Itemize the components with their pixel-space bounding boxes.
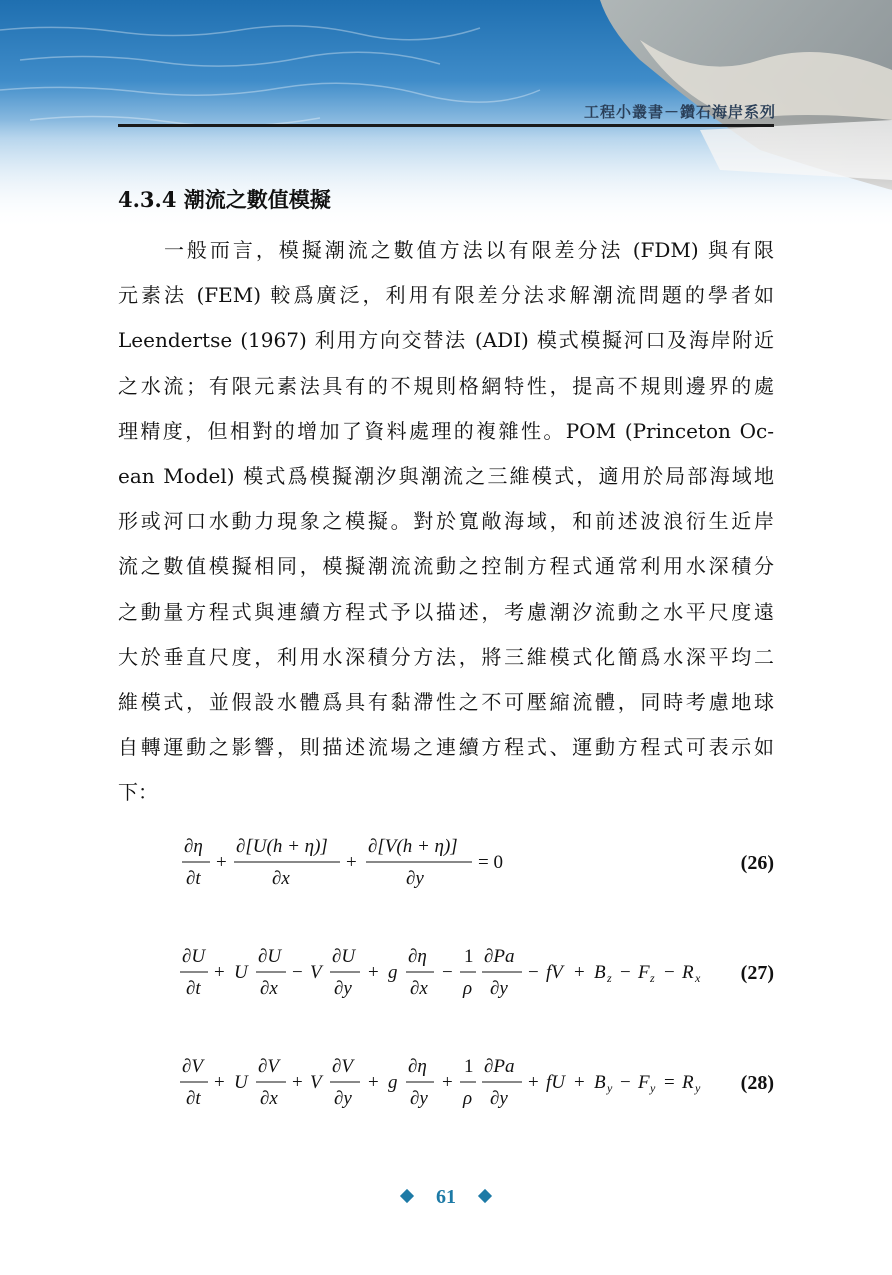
svg-text:ρ: ρ	[463, 978, 473, 999]
svg-text:V: V	[310, 962, 322, 983]
svg-text:∂x: ∂x	[272, 868, 290, 889]
equation-28-formula	[180, 1052, 720, 1112]
diamond-icon	[400, 1189, 414, 1203]
svg-text:−: −	[620, 1072, 631, 1093]
svg-text:∂y: ∂y	[334, 1088, 352, 1109]
body-line: 大於垂直尺度，利用水深積分方法，將三維模式化簡爲水深平均二	[118, 644, 774, 669]
body-line: 之水流；有限元素法具有的不規則格網特性，提高不規則邊界的處	[118, 373, 774, 398]
svg-text:B: B	[594, 962, 606, 983]
svg-text:−: −	[528, 962, 539, 983]
svg-text:=: =	[664, 1072, 675, 1093]
svg-text:ρ: ρ	[463, 1088, 473, 1109]
body-line: ean Model) 模式爲模擬潮汐與潮流之三維模式，適用於局部海域地	[118, 463, 774, 488]
svg-text:+: +	[368, 1072, 379, 1093]
svg-text:∂V: ∂V	[258, 1056, 279, 1077]
svg-text:+: +	[346, 852, 357, 873]
equation-26-formula	[180, 832, 600, 892]
svg-text:−: −	[292, 962, 303, 983]
svg-text:1: 1	[464, 1056, 474, 1077]
svg-text:z: z	[607, 971, 612, 985]
equation-26	[180, 832, 774, 892]
equation-number: (28)	[740, 1072, 774, 1094]
body-line: 形或河口水動力現象之模擬。對於寬敞海域，和前述波浪衍生近岸	[118, 509, 774, 534]
svg-text:U: U	[234, 962, 248, 983]
svg-text:U: U	[234, 1072, 248, 1093]
svg-text:fU: fU	[546, 1072, 565, 1093]
svg-text:∂V: ∂V	[182, 1056, 203, 1077]
section-title: 4.3.4 潮流之數值模擬	[118, 187, 331, 212]
svg-text:−: −	[664, 962, 675, 983]
equation-27-formula	[180, 942, 720, 1002]
svg-text:y: y	[607, 1081, 613, 1095]
body-line: Leendertse (1967) 利用方向交替法 (ADI) 模式模擬河口及海岸附近	[118, 328, 774, 353]
body-paragraph	[118, 228, 774, 815]
svg-text:+: +	[442, 1072, 453, 1093]
equation-27	[180, 942, 774, 1002]
svg-text:∂U: ∂U	[258, 946, 282, 967]
svg-text:∂y: ∂y	[406, 868, 424, 889]
svg-text:V: V	[310, 1072, 322, 1093]
svg-text:∂U: ∂U	[332, 946, 356, 967]
header-rule	[118, 124, 774, 127]
svg-text:∂U: ∂U	[182, 946, 206, 967]
series-title: 工程小叢書－鑽石海岸系列	[583, 103, 776, 121]
svg-text:∂Pa: ∂Pa	[484, 1056, 515, 1077]
equation-number: (27)	[740, 962, 774, 984]
svg-text:x: x	[695, 971, 701, 985]
svg-text:+: +	[214, 962, 225, 983]
svg-text:∂y: ∂y	[334, 978, 352, 999]
svg-text:+: +	[214, 1072, 225, 1093]
svg-text:z: z	[650, 971, 655, 985]
equation-28	[180, 1052, 774, 1112]
svg-text:g: g	[388, 1072, 398, 1093]
svg-text:F: F	[638, 962, 650, 983]
svg-text:∂[V(h + η)]: ∂[V(h + η)]	[368, 836, 458, 857]
svg-text:F: F	[638, 1072, 650, 1093]
diamond-icon	[478, 1189, 492, 1203]
body-line: 一般而言，模擬潮流之數值方法以有限差分法 (FDM) 與有限	[118, 238, 774, 262]
svg-text:∂y: ∂y	[410, 1088, 428, 1109]
svg-text:∂η: ∂η	[408, 1056, 427, 1077]
svg-text:+: +	[574, 962, 585, 983]
svg-text:+: +	[216, 852, 227, 873]
page-footer	[0, 1186, 892, 1209]
svg-text:∂t: ∂t	[186, 868, 201, 889]
svg-text:+: +	[528, 1072, 539, 1093]
page-number: 61	[436, 1186, 456, 1208]
svg-text:R: R	[682, 962, 694, 983]
body-line: 下：	[118, 780, 158, 805]
equation-number: (26)	[740, 852, 774, 874]
body-line: 自轉運動之影響，則描述流場之連續方程式、運動方程式可表示如	[118, 735, 774, 760]
svg-text:∂Pa: ∂Pa	[484, 946, 515, 967]
svg-text:∂η: ∂η	[184, 836, 203, 857]
body-line: 元素法 (FEM) 較爲廣泛，利用有限差分法求解潮流問題的學者如	[118, 283, 774, 308]
svg-text:1: 1	[464, 946, 474, 967]
svg-text:fV: fV	[546, 962, 563, 983]
svg-text:∂y: ∂y	[490, 978, 508, 999]
svg-text:∂[U(h + η)]: ∂[U(h + η)]	[236, 836, 328, 857]
svg-text:+: +	[368, 962, 379, 983]
svg-text:g: g	[388, 962, 398, 983]
svg-text:= 0: = 0	[478, 852, 503, 873]
svg-text:∂t: ∂t	[186, 978, 201, 999]
svg-text:−: −	[442, 962, 453, 983]
svg-text:+: +	[292, 1072, 303, 1093]
body-line: 理精度，但相對的增加了資料處理的複雜性。POM (Princeton Oc-	[118, 418, 774, 443]
svg-text:∂x: ∂x	[410, 978, 428, 999]
svg-text:y: y	[695, 1081, 701, 1095]
svg-text:∂t: ∂t	[186, 1088, 201, 1109]
svg-text:∂η: ∂η	[408, 946, 427, 967]
svg-text:∂V: ∂V	[332, 1056, 353, 1077]
svg-text:∂y: ∂y	[490, 1088, 508, 1109]
svg-text:∂x: ∂x	[260, 978, 278, 999]
svg-text:y: y	[650, 1081, 656, 1095]
svg-text:R: R	[682, 1072, 694, 1093]
body-line: 之動量方程式與連續方程式予以描述，考慮潮汐流動之水平尺度遠	[118, 599, 774, 624]
svg-text:−: −	[620, 962, 631, 983]
svg-text:∂x: ∂x	[260, 1088, 278, 1109]
svg-text:B: B	[594, 1072, 606, 1093]
body-line: 維模式，並假設水體爲具有黏滯性之不可壓縮流體，同時考慮地球	[118, 689, 774, 714]
svg-text:+: +	[574, 1072, 585, 1093]
body-line: 流之數值模擬相同，模擬潮流流動之控制方程式通常利用水深積分	[118, 554, 774, 579]
